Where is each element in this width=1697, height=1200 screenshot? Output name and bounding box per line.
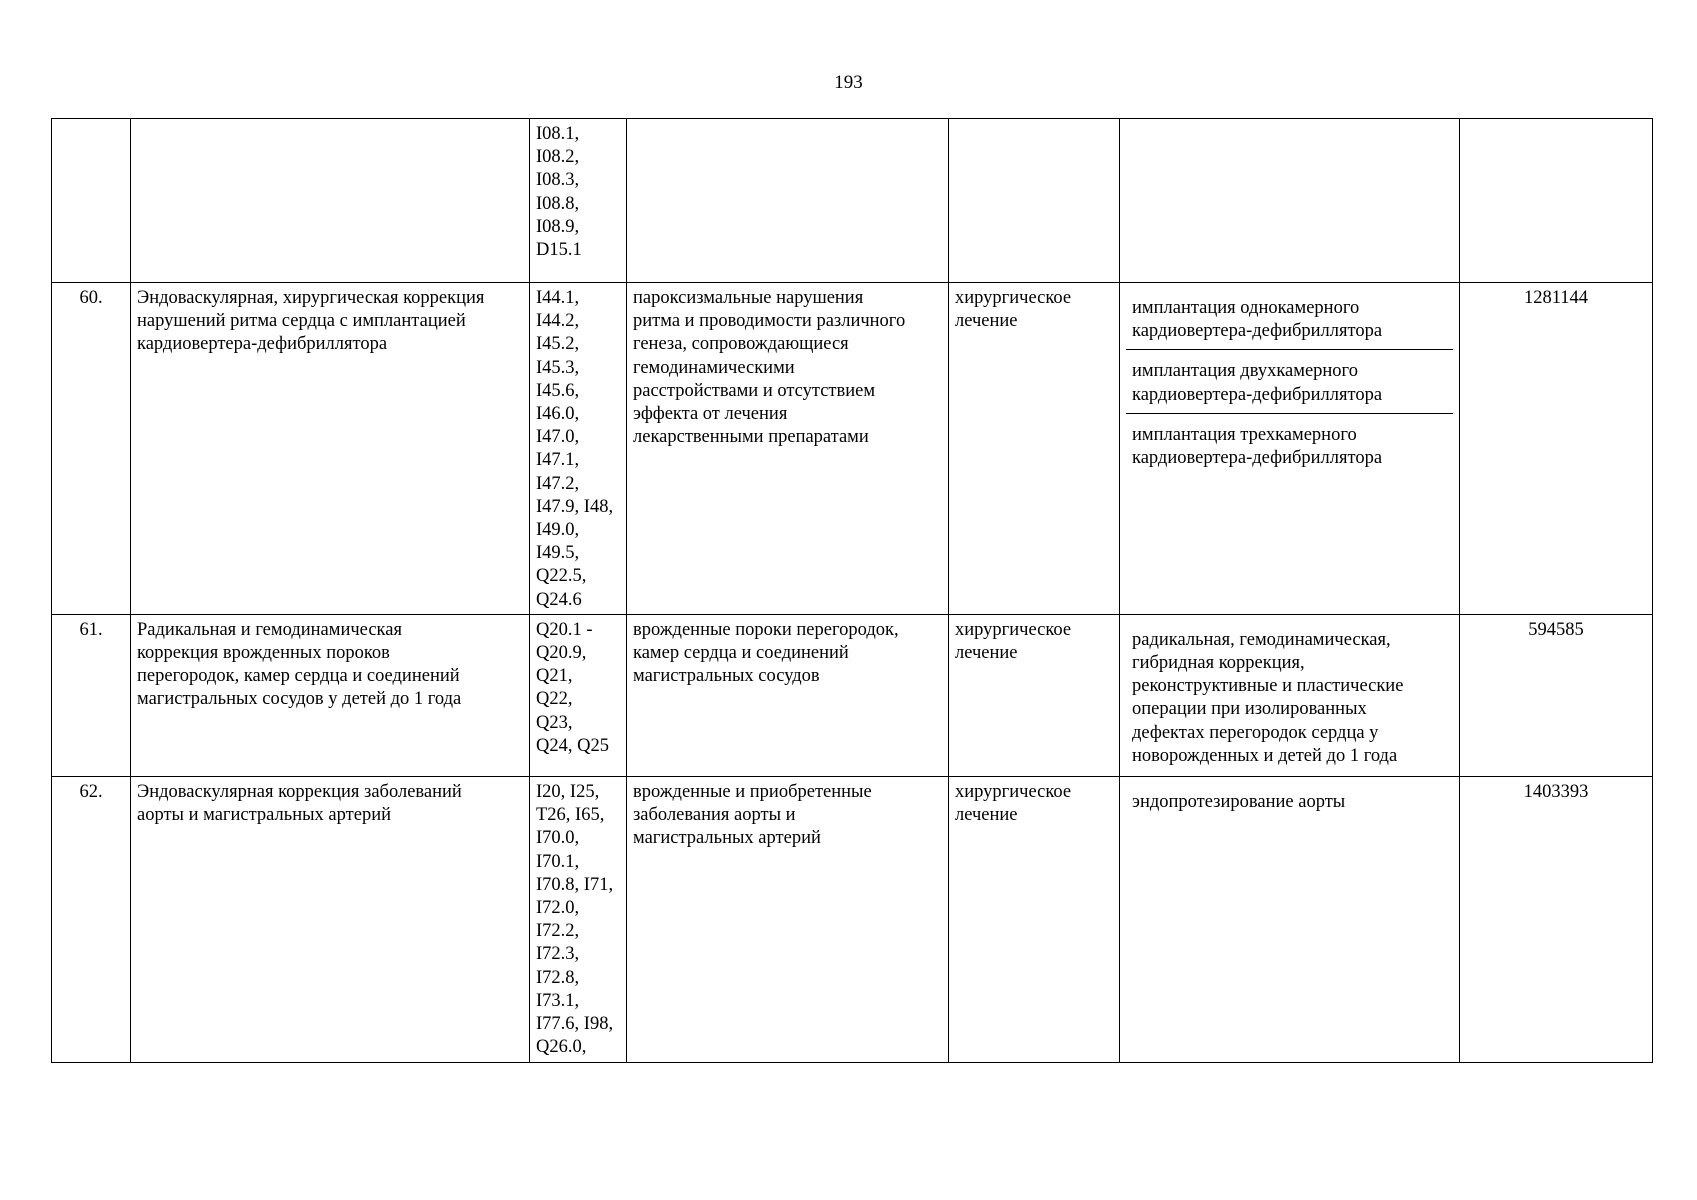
code-line: Q20.1 - bbox=[536, 619, 593, 640]
cell-number: 60. bbox=[52, 283, 131, 615]
code-line: I08.1, bbox=[536, 124, 580, 144]
cell-methods bbox=[1120, 777, 1460, 1062]
procedures-table bbox=[51, 118, 1653, 1063]
cell-treatment bbox=[949, 283, 1120, 615]
cell-condition bbox=[627, 283, 949, 615]
code-line: I77.6, I98, bbox=[536, 1014, 614, 1035]
method-line: новорожденных и детей до 1 года bbox=[1132, 745, 1398, 766]
code-line: I20, I25, bbox=[536, 782, 600, 803]
treatment-line: лечение bbox=[955, 643, 1018, 664]
code-line: I73.1, bbox=[536, 990, 580, 1011]
cell-methods bbox=[1120, 119, 1460, 283]
condition-line: генеза, сопровождающиеся bbox=[633, 334, 849, 355]
cell-condition bbox=[627, 119, 949, 283]
method-item bbox=[1126, 414, 1453, 476]
cell-amount: 1281144 bbox=[1460, 283, 1653, 615]
condition-line: гемодинамическими bbox=[633, 357, 795, 378]
cell-treatment bbox=[949, 777, 1120, 1062]
method-item bbox=[1126, 619, 1453, 774]
treatment-line: лечение bbox=[955, 805, 1018, 826]
method-line: дефектах перегородок сердца у bbox=[1132, 722, 1379, 743]
method-line: имплантация трехкамерного bbox=[1132, 424, 1357, 445]
code-line: I72.3, bbox=[536, 944, 580, 965]
name-line: Эндоваскулярная, хирургическая коррекция bbox=[137, 288, 485, 308]
condition-line: заболевания аорты и bbox=[633, 805, 796, 826]
treatment-line: хирургическое bbox=[955, 782, 1072, 803]
table-row-continuation bbox=[52, 119, 1653, 283]
page-number: 193 bbox=[834, 72, 863, 93]
code-line: I08.9, bbox=[536, 216, 580, 237]
code-line: I45.2, bbox=[536, 334, 580, 355]
method-line: кардиовертера-дефибриллятора bbox=[1132, 321, 1383, 342]
method-line: операции при изолированных bbox=[1132, 699, 1367, 720]
code-line: I46.0, bbox=[536, 404, 580, 425]
method-line: имплантация двухкамерного bbox=[1132, 361, 1358, 382]
code-line: I45.6, bbox=[536, 380, 580, 401]
cell-name bbox=[131, 119, 530, 283]
cell-codes bbox=[530, 283, 627, 615]
method-line: гибридная коррекция, bbox=[1132, 653, 1305, 674]
code-line: I44.1, bbox=[536, 288, 580, 308]
code-line: Q20.9, bbox=[536, 643, 587, 664]
condition-line: камер сердца и соединений bbox=[633, 643, 849, 664]
cell-amount: 1403393 bbox=[1460, 777, 1653, 1062]
cell-codes bbox=[530, 119, 627, 283]
condition-line: лекарственными препаратами bbox=[633, 427, 869, 448]
code-line: I70.8, I71, bbox=[536, 874, 614, 895]
cell-condition bbox=[627, 777, 949, 1062]
name-line: магистральных сосудов у детей до 1 года bbox=[137, 689, 462, 710]
cell-number: 61. bbox=[52, 614, 131, 776]
condition-line: эффекта от лечения bbox=[633, 404, 788, 425]
code-line: Q24.6 bbox=[536, 589, 582, 610]
cell-name bbox=[131, 777, 530, 1062]
condition-line: врожденные и приобретенные bbox=[633, 782, 872, 803]
code-line: Q23, bbox=[536, 712, 573, 733]
name-line: аорты и магистральных артерий bbox=[137, 805, 391, 826]
cell-codes bbox=[530, 777, 627, 1062]
code-line: I47.0, bbox=[536, 427, 580, 448]
code-line: I08.2, bbox=[536, 147, 580, 168]
cell-codes bbox=[530, 614, 627, 776]
condition-line: пароксизмальные нарушения bbox=[633, 288, 864, 308]
cell-condition bbox=[627, 614, 949, 776]
treatment-line: хирургическое bbox=[955, 619, 1072, 640]
cell-number bbox=[52, 119, 131, 283]
method-line: имплантация однокамерного bbox=[1132, 298, 1360, 318]
table-row bbox=[52, 777, 1653, 1062]
code-line: I72.0, bbox=[536, 898, 580, 919]
method-line: эндопротезирование аорты bbox=[1132, 792, 1346, 813]
code-line: I47.2, bbox=[536, 473, 580, 494]
method-item bbox=[1126, 781, 1453, 820]
cell-methods bbox=[1120, 283, 1460, 615]
code-line: I49.5, bbox=[536, 543, 580, 564]
method-line: кардиовертера-дефибриллятора bbox=[1132, 384, 1383, 405]
code-line: I72.8, bbox=[536, 967, 580, 988]
condition-line: врожденные пороки перегородок, bbox=[633, 619, 899, 640]
code-line: I70.1, bbox=[536, 851, 580, 872]
condition-line: магистральных артерий bbox=[633, 828, 821, 849]
condition-line: магистральных сосудов bbox=[633, 666, 820, 687]
cell-treatment bbox=[949, 614, 1120, 776]
table-row bbox=[52, 283, 1653, 615]
name-line: кардиовертера-дефибриллятора bbox=[137, 334, 388, 355]
code-line: I47.9, I48, bbox=[536, 496, 614, 517]
condition-line: расстройствами и отсутствием bbox=[633, 380, 876, 401]
treatment-line: хирургическое bbox=[955, 288, 1072, 308]
code-line: I72.2, bbox=[536, 921, 580, 942]
code-line: Q21, bbox=[536, 666, 573, 687]
code-line: I49.0, bbox=[536, 520, 580, 541]
code-line: I08.8, bbox=[536, 193, 580, 214]
cell-amount: 594585 bbox=[1460, 614, 1653, 776]
cell-name bbox=[131, 614, 530, 776]
code-line: Q22, bbox=[536, 689, 573, 710]
code-line: Q24, Q25 bbox=[536, 735, 609, 756]
code-line: I47.1, bbox=[536, 450, 580, 471]
code-line: D15.1 bbox=[536, 240, 582, 261]
cell-name bbox=[131, 283, 530, 615]
method-line: кардиовертера-дефибриллятора bbox=[1132, 448, 1383, 469]
method-line: радикальная, гемодинамическая, bbox=[1132, 629, 1391, 650]
method-item bbox=[1126, 287, 1453, 350]
table-row bbox=[52, 614, 1653, 776]
cell-treatment bbox=[949, 119, 1120, 283]
cell-methods bbox=[1120, 614, 1460, 776]
name-line: нарушений ритма сердца с имплантацией bbox=[137, 311, 466, 332]
code-line: T26, I65, bbox=[536, 805, 605, 826]
name-line: Радикальная и гемодинамическая bbox=[137, 619, 402, 640]
code-line: I44.2, bbox=[536, 311, 580, 332]
code-line: Q26.0, bbox=[536, 1037, 587, 1058]
code-line: I45.3, bbox=[536, 357, 580, 378]
name-line: перегородок, камер сердца и соединений bbox=[137, 666, 460, 687]
treatment-line: лечение bbox=[955, 311, 1018, 332]
code-line: Q22.5, bbox=[536, 566, 587, 587]
code-line: I08.3, bbox=[536, 170, 580, 191]
code-line: I70.0, bbox=[536, 828, 580, 849]
cell-number: 62. bbox=[52, 777, 131, 1062]
cell-amount bbox=[1460, 119, 1653, 283]
name-line: Эндоваскулярная коррекция заболеваний bbox=[137, 782, 462, 803]
condition-line: ритма и проводимости различного bbox=[633, 311, 906, 332]
method-line: реконструктивные и пластические bbox=[1132, 676, 1404, 697]
name-line: коррекция врожденных пороков bbox=[137, 643, 390, 664]
method-item bbox=[1126, 350, 1453, 413]
